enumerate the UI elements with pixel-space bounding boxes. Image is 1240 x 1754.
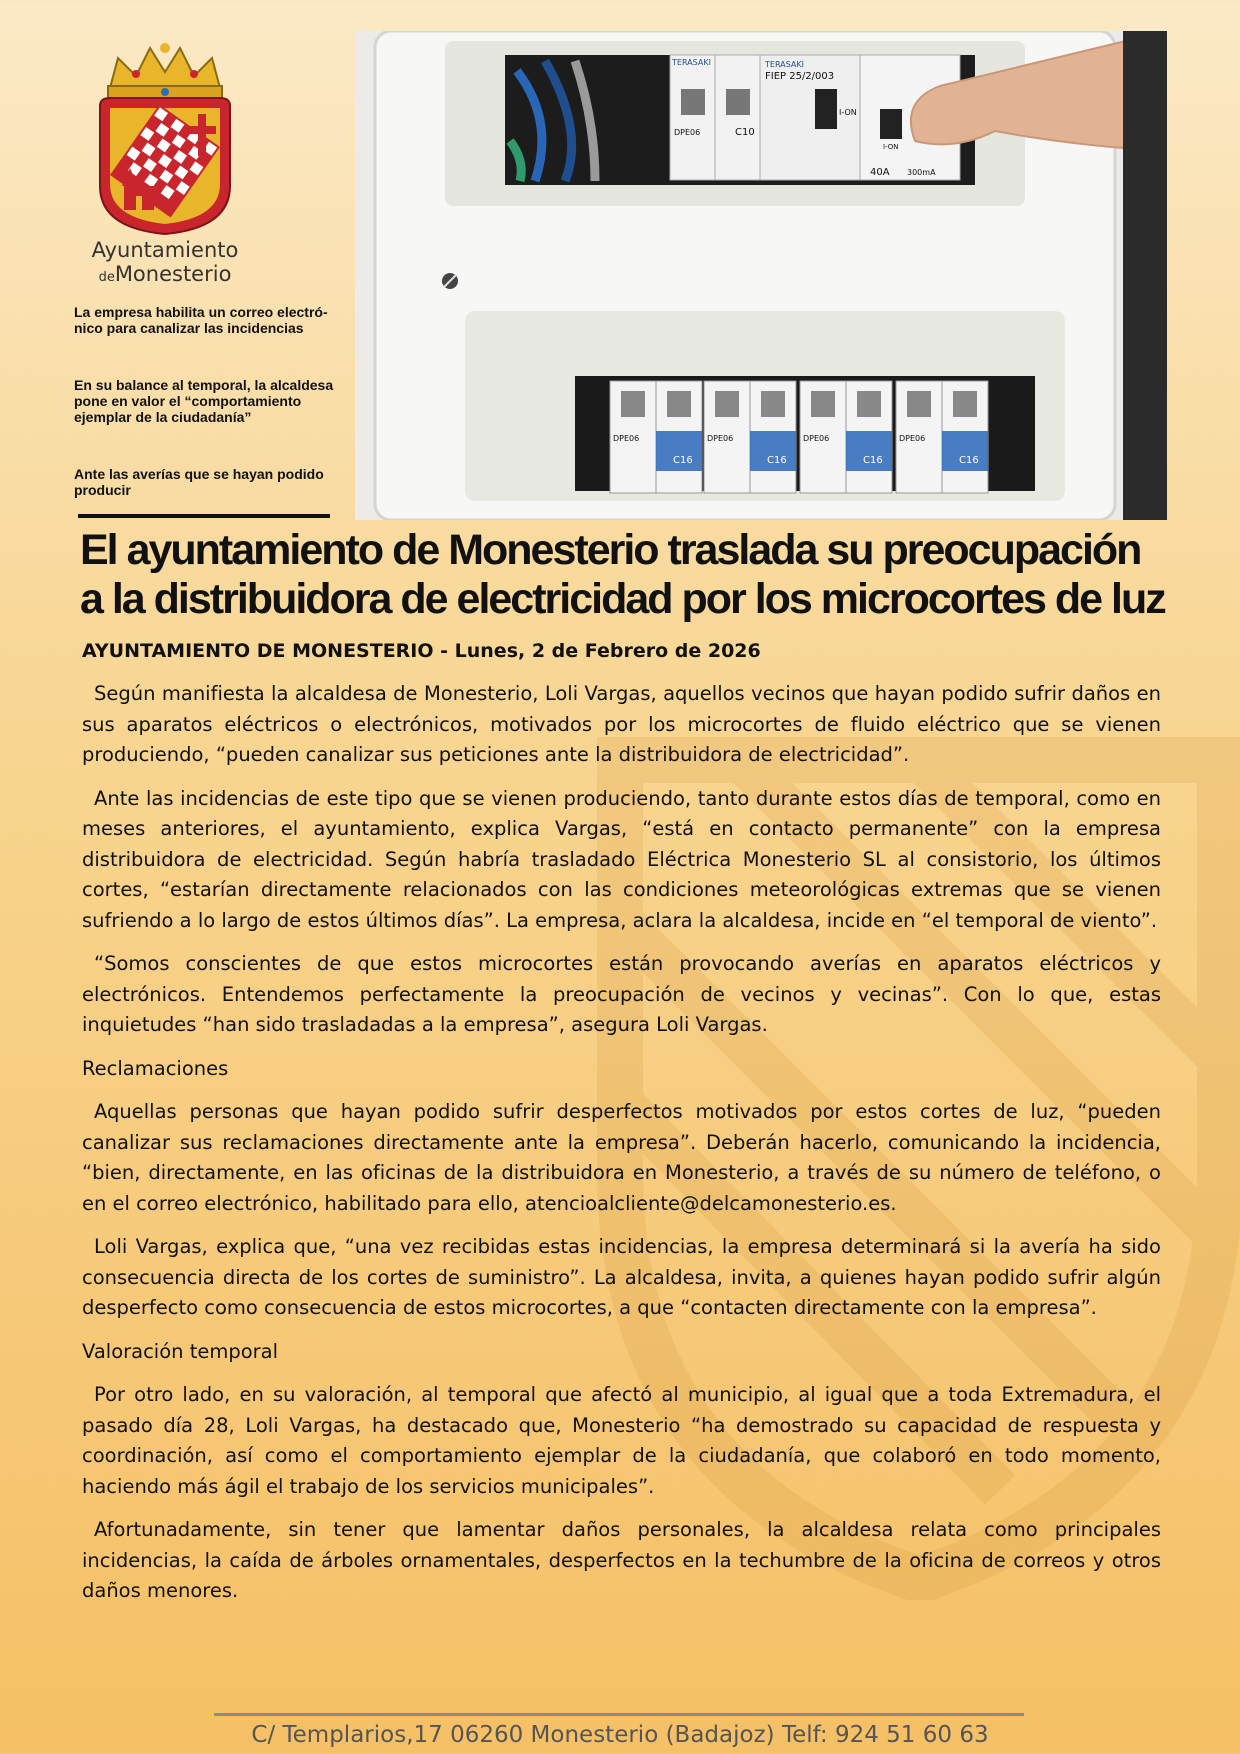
lower-dpe-4: DPE06 <box>899 434 926 443</box>
paragraph: Por otro lado, en su valoración, al temporal que afectó al municipio, al igual que a toda Extremadura, el pasado día 28, Loli Vargas, ha destacado que, Monesterio “ha demostrado su capacidad de respuesta y coordinación, así como el comportamiento ejemplar de la ciudadanía, que colaboró en todo momento, haciendo más ágil el trabajo de los servicios municipales”. <box>82 1383 1161 1498</box>
coat-of-arms-icon <box>70 36 260 236</box>
article-photo <box>355 31 1167 520</box>
highlights-divider <box>78 514 330 518</box>
paragraph: Afortunadamente, sin tener que lamentar daños personales, la alcaldesa relata como principales incidencias, la caída de árboles ornamentales, desperfectos en la techumbre de la oficina de correos y otros daños menores. <box>82 1518 1161 1602</box>
highlight-averias: Ante las averías que se hayan podido producir <box>74 466 324 498</box>
headline-line2: a la distribuidora de electricidad por los microcortes de luz <box>80 575 1165 623</box>
paragraph: Loli Vargas, explica que, “una vez recibidas estas incidencias, la empresa determinará si la avería ha sido consecuencia directa de los cortes de suministro”. La alcaldesa, invita, a quienes hayan podido sufrir algún desperfecto como consecuencia de estos microcortes, a que “contacten directamente con la empresa”. <box>82 1235 1161 1319</box>
municipality-name-de: de <box>98 270 115 285</box>
rcd-ion-label: I-ON <box>839 108 857 117</box>
subheading-valoracion: Valoración temporal <box>82 1339 279 1363</box>
lower-dpe-3: DPE06 <box>803 434 830 443</box>
footer-divider <box>214 1713 1024 1716</box>
article-body <box>82 679 1161 1620</box>
top-breaker-c10: C10 <box>735 127 755 138</box>
paragraph: Según manifiesta la alcaldesa de Monesterio, Loli Vargas, aquellos vecinos que hayan podido sufrir daños en sus aparatos eléctricos o electrónicos, motivados por los microcortes de fluido eléctrico que se vienen produciendo, “pueden canalizar sus peticiones ante la distribuidora de electricidad”. <box>82 682 1161 766</box>
highlight-balance: En su balance al temporal, la alcaldesa pone en valor el “comportamiento ejemplar de la ciudadanía” <box>74 377 334 425</box>
subheading-reclamaciones: Reclamaciones <box>82 1056 229 1080</box>
rcd-brand: TERASAKI <box>765 60 804 69</box>
lower-c16-3: C16 <box>863 455 883 466</box>
municipality-name-line1: Ayuntamiento <box>91 238 239 262</box>
lower-c16-2: C16 <box>767 455 787 466</box>
paragraph: Aquellas personas que hayan podido sufrir desperfectos motivados por estos cortes de luz, “pueden canalizar sus reclamaciones directamente ante la empresa”. Deberán hacerlo, comunicando la incidencia, “bien, directamente, en las oficinas de la distribuidora en Monesterio, a través de su número de teléfono, o en el correo electrónico, habilitado para ello, atencioalcliente@delcamonesterio.es. <box>82 1100 1161 1215</box>
top-breaker-brand-1: TERASAKI <box>672 58 711 67</box>
switch-rating: 40A <box>870 167 890 178</box>
municipality-name <box>70 238 260 290</box>
municipality-name-line2: Monesterio <box>114 262 232 286</box>
switch-ion-label: I-ON <box>883 143 899 151</box>
switch-sensitivity: 300mA <box>907 168 936 177</box>
highlight-email: La empresa habilita un correo electró-nico para canalizar las incidencias <box>74 304 328 336</box>
headline-line1: El ayuntamiento de Monesterio traslada su preocupación <box>80 526 1141 574</box>
lower-dpe-2: DPE06 <box>707 434 734 443</box>
lower-c16-1: C16 <box>673 455 693 466</box>
top-breaker-dpe: DPE06 <box>674 128 701 137</box>
lower-c16-4: C16 <box>959 455 979 466</box>
article-byline: AYUNTAMIENTO DE MONESTERIO - Lunes, 2 de Febrero de 2026 <box>82 640 761 662</box>
lower-dpe-1: DPE06 <box>613 434 640 443</box>
paragraph: Ante las incidencias de este tipo que se vienen produciendo, tanto durante estos días de temporal, como en meses anteriores, el ayuntamiento, explica Vargas, “está en contacto permanente” con la empresa distribuidora de electricidad. Según habría trasladado Eléctrica Monesterio SL al consistorio, los últimos cortes, “estarían directamente relacionados con las condiciones meteorológicas extremas que se vienen sufriendo a lo largo de estos últimos días”. La empresa, aclara la alcaldesa, incide en “el temporal de viento”. <box>82 786 1161 932</box>
paragraph: “Somos conscientes de que estos microcortes están provocando averías en aparatos eléctricos y electrónicos. Entendemos perfectamente la preocupación de vecinos y vecinas”. Con lo que, estas inquietudes “han sido trasladadas a la empresa”, asegura Loli Vargas. <box>82 952 1161 1036</box>
electrical-panel-image <box>355 31 1167 520</box>
municipality-logo <box>70 36 260 286</box>
footer-address: C/ Templarios,17 06260 Monesterio (Badajoz) Telf: 924 51 60 63 <box>251 1722 989 1748</box>
article-headline <box>80 526 1180 624</box>
rcd-model: FIEP 25/2/003 <box>765 71 835 82</box>
